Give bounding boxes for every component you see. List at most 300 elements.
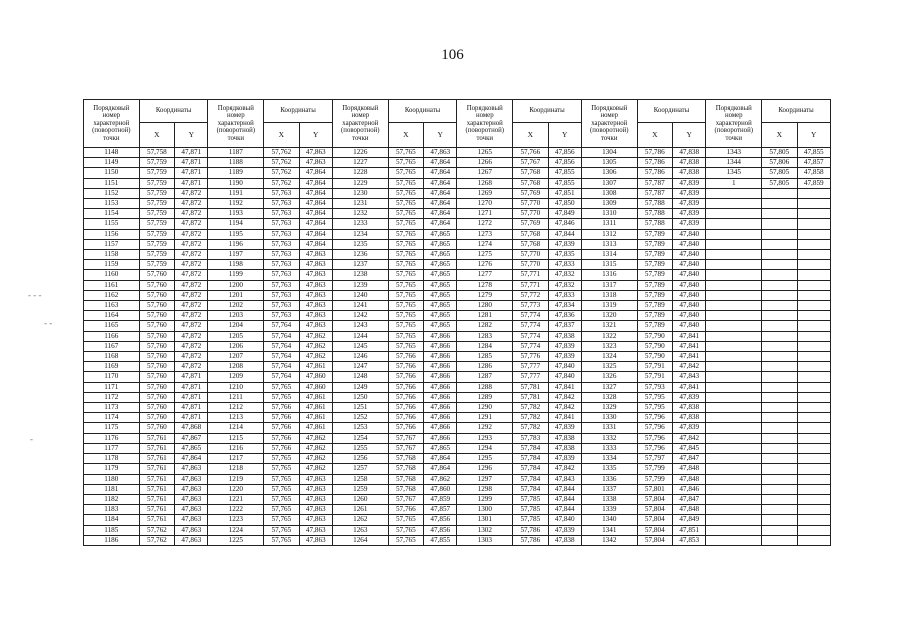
point-number-cell: 1164 bbox=[84, 311, 140, 321]
point-number-cell: 1330 bbox=[581, 413, 637, 423]
x-coordinate-cell: 57,769 bbox=[513, 188, 548, 198]
y-coordinate-cell bbox=[797, 454, 831, 464]
point-number-cell: 1297 bbox=[457, 474, 513, 484]
point-number-cell: 1174 bbox=[84, 413, 140, 423]
point-number-cell: 1335 bbox=[581, 464, 637, 474]
x-coordinate-cell: 57,760 bbox=[139, 372, 174, 382]
point-number-cell: 1303 bbox=[457, 535, 513, 545]
x-coordinate-cell: 57,790 bbox=[637, 352, 672, 362]
y-coordinate-cell: 47,872 bbox=[175, 341, 208, 351]
x-coordinate-cell: 57,761 bbox=[139, 484, 174, 494]
x-coordinate-cell: 57,786 bbox=[637, 148, 672, 158]
point-number-cell: 1225 bbox=[208, 535, 264, 545]
y-coordinate-cell: 47,862 bbox=[299, 341, 332, 351]
point-number-cell: 1206 bbox=[208, 341, 264, 351]
point-number-cell: 1159 bbox=[84, 260, 140, 270]
x-coordinate-cell: 57,801 bbox=[637, 484, 672, 494]
x-coordinate-cell: 57,791 bbox=[637, 362, 672, 372]
y-coordinate-cell: 47,839 bbox=[548, 352, 581, 362]
table-row bbox=[84, 494, 831, 504]
y-coordinate-cell: 47,872 bbox=[175, 321, 208, 331]
x-coordinate-cell: 57,765 bbox=[388, 239, 423, 249]
x-coordinate-cell: 57,765 bbox=[388, 199, 423, 209]
point-number-cell: 1186 bbox=[84, 535, 140, 545]
y-coordinate-cell: 47,866 bbox=[424, 341, 457, 351]
table-row bbox=[84, 525, 831, 535]
x-coordinate-cell: 57,765 bbox=[388, 341, 423, 351]
point-number-cell: 1161 bbox=[84, 280, 140, 290]
y-coordinate-cell: 47,855 bbox=[548, 178, 581, 188]
y-coordinate-cell bbox=[797, 250, 831, 260]
scan-artifact: - - bbox=[44, 318, 53, 328]
x-coordinate-cell: 57,763 bbox=[264, 199, 299, 209]
point-number-cell bbox=[706, 423, 762, 433]
point-number-cell: 1312 bbox=[581, 229, 637, 239]
point-number-cell: 1290 bbox=[457, 403, 513, 413]
x-coordinate-cell: 57,765 bbox=[264, 474, 299, 484]
y-coordinate-cell: 47,851 bbox=[548, 188, 581, 198]
point-number-cell: 1247 bbox=[332, 362, 388, 372]
point-number-cell: 1251 bbox=[332, 403, 388, 413]
point-number-cell: 1223 bbox=[208, 515, 264, 525]
y-coordinate-cell: 47,841 bbox=[673, 382, 706, 392]
point-number-cell: 1235 bbox=[332, 239, 388, 249]
y-coordinate-cell: 47,867 bbox=[175, 433, 208, 443]
y-coordinate-cell: 47,838 bbox=[548, 535, 581, 545]
column-header-x: X bbox=[762, 123, 797, 148]
point-number-cell bbox=[706, 209, 762, 219]
x-coordinate-cell bbox=[762, 280, 797, 290]
y-coordinate-cell: 47,838 bbox=[673, 148, 706, 158]
point-number-cell: 1181 bbox=[84, 484, 140, 494]
point-number-cell: 1267 bbox=[457, 168, 513, 178]
point-number-cell: 1343 bbox=[706, 148, 762, 158]
point-number-cell: 1191 bbox=[208, 188, 264, 198]
point-number-cell: 1305 bbox=[581, 158, 637, 168]
x-coordinate-cell: 57,787 bbox=[637, 178, 672, 188]
table-row bbox=[84, 464, 831, 474]
point-number-cell: 1171 bbox=[84, 382, 140, 392]
y-coordinate-cell: 47,840 bbox=[673, 280, 706, 290]
x-coordinate-cell: 57,789 bbox=[637, 260, 672, 270]
x-coordinate-cell: 57,789 bbox=[637, 290, 672, 300]
x-coordinate-cell: 57,761 bbox=[139, 474, 174, 484]
point-number-cell: 1286 bbox=[457, 362, 513, 372]
y-coordinate-cell: 47,872 bbox=[175, 250, 208, 260]
y-coordinate-cell: 47,838 bbox=[548, 331, 581, 341]
y-coordinate-cell: 47,872 bbox=[175, 260, 208, 270]
y-coordinate-cell: 47,863 bbox=[299, 280, 332, 290]
y-coordinate-cell: 47,860 bbox=[299, 382, 332, 392]
point-number-cell bbox=[706, 535, 762, 545]
point-number-cell: 1162 bbox=[84, 290, 140, 300]
y-coordinate-cell: 47,844 bbox=[548, 229, 581, 239]
y-coordinate-cell: 47,863 bbox=[299, 494, 332, 504]
y-coordinate-cell bbox=[797, 301, 831, 311]
y-coordinate-cell: 47,833 bbox=[548, 260, 581, 270]
table-row bbox=[84, 260, 831, 270]
y-coordinate-cell: 47,839 bbox=[673, 392, 706, 402]
x-coordinate-cell: 57,766 bbox=[388, 392, 423, 402]
point-number-cell bbox=[706, 372, 762, 382]
y-coordinate-cell: 47,864 bbox=[299, 178, 332, 188]
point-number-cell: 1167 bbox=[84, 341, 140, 351]
point-number-cell: 1237 bbox=[332, 260, 388, 270]
x-coordinate-cell: 57,768 bbox=[388, 474, 423, 484]
x-coordinate-cell: 57,760 bbox=[139, 403, 174, 413]
table-row bbox=[84, 158, 831, 168]
point-number-cell: 1233 bbox=[332, 219, 388, 229]
point-number-cell: 1289 bbox=[457, 392, 513, 402]
y-coordinate-cell: 47,841 bbox=[673, 352, 706, 362]
column-header-coordinates: Координаты bbox=[264, 100, 333, 123]
y-coordinate-cell: 47,840 bbox=[673, 250, 706, 260]
y-coordinate-cell: 47,842 bbox=[673, 362, 706, 372]
point-number-cell bbox=[706, 454, 762, 464]
point-number-cell bbox=[706, 474, 762, 484]
point-number-cell: 1150 bbox=[84, 168, 140, 178]
point-number-cell: 1268 bbox=[457, 178, 513, 188]
y-coordinate-cell: 47,866 bbox=[424, 413, 457, 423]
y-coordinate-cell: 47,858 bbox=[797, 168, 831, 178]
x-coordinate-cell bbox=[762, 413, 797, 423]
column-header-coordinates: Координаты bbox=[139, 100, 208, 123]
y-coordinate-cell: 47,849 bbox=[673, 515, 706, 525]
x-coordinate-cell: 57,759 bbox=[139, 188, 174, 198]
y-coordinate-cell: 47,843 bbox=[548, 474, 581, 484]
point-number-cell: 1228 bbox=[332, 168, 388, 178]
x-coordinate-cell: 57,796 bbox=[637, 443, 672, 453]
y-coordinate-cell: 47,863 bbox=[299, 158, 332, 168]
y-coordinate-cell: 47,851 bbox=[673, 525, 706, 535]
x-coordinate-cell: 57,797 bbox=[637, 454, 672, 464]
x-coordinate-cell: 57,759 bbox=[139, 229, 174, 239]
point-number-cell: 1151 bbox=[84, 178, 140, 188]
x-coordinate-cell: 57,799 bbox=[637, 464, 672, 474]
point-number-cell: 1291 bbox=[457, 413, 513, 423]
point-number-cell: 1260 bbox=[332, 494, 388, 504]
x-coordinate-cell: 57,787 bbox=[637, 188, 672, 198]
y-coordinate-cell: 47,863 bbox=[299, 290, 332, 300]
y-coordinate-cell: 47,836 bbox=[548, 311, 581, 321]
point-number-cell: 1278 bbox=[457, 280, 513, 290]
column-header-y: Y bbox=[797, 123, 831, 148]
x-coordinate-cell: 57,766 bbox=[388, 423, 423, 433]
point-number-cell: 1163 bbox=[84, 301, 140, 311]
table-row bbox=[84, 250, 831, 260]
y-coordinate-cell: 47,872 bbox=[175, 188, 208, 198]
x-coordinate-cell bbox=[762, 219, 797, 229]
y-coordinate-cell: 47,863 bbox=[299, 515, 332, 525]
x-coordinate-cell: 57,766 bbox=[264, 433, 299, 443]
y-coordinate-cell: 47,865 bbox=[424, 280, 457, 290]
point-number-cell: 1344 bbox=[706, 158, 762, 168]
point-number-cell: 1279 bbox=[457, 290, 513, 300]
y-coordinate-cell: 47,842 bbox=[673, 433, 706, 443]
y-coordinate-cell: 47,832 bbox=[548, 280, 581, 290]
x-coordinate-cell: 57,805 bbox=[762, 168, 797, 178]
x-coordinate-cell: 57,783 bbox=[513, 433, 548, 443]
point-number-cell: 1271 bbox=[457, 209, 513, 219]
point-number-cell: 1170 bbox=[84, 372, 140, 382]
point-number-cell: 1240 bbox=[332, 290, 388, 300]
x-coordinate-cell: 57,765 bbox=[264, 494, 299, 504]
x-coordinate-cell: 57,765 bbox=[388, 219, 423, 229]
point-number-cell: 1329 bbox=[581, 403, 637, 413]
x-coordinate-cell: 57,766 bbox=[388, 382, 423, 392]
point-number-cell: 1316 bbox=[581, 270, 637, 280]
x-coordinate-cell: 57,765 bbox=[388, 188, 423, 198]
point-number-cell: 1258 bbox=[332, 474, 388, 484]
y-coordinate-cell: 47,859 bbox=[797, 178, 831, 188]
point-number-cell: 1259 bbox=[332, 484, 388, 494]
x-coordinate-cell: 57,765 bbox=[388, 229, 423, 239]
table-row bbox=[84, 199, 831, 209]
y-coordinate-cell bbox=[797, 443, 831, 453]
y-coordinate-cell: 47,861 bbox=[299, 362, 332, 372]
x-coordinate-cell: 57,764 bbox=[264, 372, 299, 382]
y-coordinate-cell: 47,842 bbox=[548, 403, 581, 413]
point-number-cell: 1209 bbox=[208, 372, 264, 382]
x-coordinate-cell: 57,758 bbox=[139, 148, 174, 158]
x-coordinate-cell: 57,782 bbox=[513, 403, 548, 413]
y-coordinate-cell: 47,872 bbox=[175, 199, 208, 209]
point-number-cell: 1280 bbox=[457, 301, 513, 311]
y-coordinate-cell: 47,841 bbox=[548, 382, 581, 392]
page-number: 106 bbox=[441, 47, 464, 63]
point-number-cell: 1345 bbox=[706, 168, 762, 178]
x-coordinate-cell bbox=[762, 382, 797, 392]
x-coordinate-cell: 57,766 bbox=[513, 148, 548, 158]
point-number-cell: 1302 bbox=[457, 525, 513, 535]
point-number-cell: 1179 bbox=[84, 464, 140, 474]
y-coordinate-cell: 47,871 bbox=[175, 403, 208, 413]
y-coordinate-cell: 47,855 bbox=[797, 148, 831, 158]
x-coordinate-cell: 57,785 bbox=[513, 505, 548, 515]
x-coordinate-cell: 57,768 bbox=[513, 168, 548, 178]
x-coordinate-cell bbox=[762, 209, 797, 219]
point-number-cell: 1172 bbox=[84, 392, 140, 402]
x-coordinate-cell: 57,777 bbox=[513, 362, 548, 372]
y-coordinate-cell: 47,871 bbox=[175, 413, 208, 423]
x-coordinate-cell: 57,760 bbox=[139, 311, 174, 321]
y-coordinate-cell: 47,863 bbox=[299, 148, 332, 158]
y-coordinate-cell: 47,861 bbox=[299, 423, 332, 433]
table-row bbox=[84, 188, 831, 198]
x-coordinate-cell: 57,781 bbox=[513, 382, 548, 392]
y-coordinate-cell: 47,840 bbox=[673, 229, 706, 239]
x-coordinate-cell bbox=[762, 423, 797, 433]
column-header-y: Y bbox=[424, 123, 457, 148]
x-coordinate-cell: 57,765 bbox=[264, 464, 299, 474]
x-coordinate-cell: 57,790 bbox=[637, 341, 672, 351]
x-coordinate-cell: 57,786 bbox=[513, 535, 548, 545]
y-coordinate-cell: 47,866 bbox=[424, 372, 457, 382]
point-number-cell bbox=[706, 321, 762, 331]
column-header-y: Y bbox=[548, 123, 581, 148]
y-coordinate-cell: 47,864 bbox=[299, 199, 332, 209]
x-coordinate-cell: 57,761 bbox=[139, 505, 174, 515]
y-coordinate-cell: 47,863 bbox=[299, 474, 332, 484]
point-number-cell: 1218 bbox=[208, 464, 264, 474]
point-number-cell: 1182 bbox=[84, 494, 140, 504]
point-number-cell bbox=[706, 443, 762, 453]
y-coordinate-cell: 47,863 bbox=[175, 484, 208, 494]
x-coordinate-cell: 57,759 bbox=[139, 209, 174, 219]
x-coordinate-cell: 57,789 bbox=[637, 280, 672, 290]
y-coordinate-cell: 47,833 bbox=[548, 290, 581, 300]
y-coordinate-cell: 47,864 bbox=[424, 454, 457, 464]
y-coordinate-cell: 47,861 bbox=[299, 392, 332, 402]
y-coordinate-cell bbox=[797, 321, 831, 331]
y-coordinate-cell: 47,839 bbox=[548, 239, 581, 249]
coordinates-table bbox=[83, 99, 831, 546]
point-number-cell: 1270 bbox=[457, 199, 513, 209]
point-number-cell bbox=[706, 403, 762, 413]
point-number-cell: 1230 bbox=[332, 188, 388, 198]
y-coordinate-cell: 47,868 bbox=[175, 423, 208, 433]
y-coordinate-cell bbox=[797, 494, 831, 504]
x-coordinate-cell: 57,791 bbox=[637, 372, 672, 382]
x-coordinate-cell: 57,789 bbox=[637, 321, 672, 331]
y-coordinate-cell bbox=[797, 403, 831, 413]
x-coordinate-cell: 57,768 bbox=[513, 239, 548, 249]
point-number-cell: 1342 bbox=[581, 535, 637, 545]
point-number-cell: 1210 bbox=[208, 382, 264, 392]
x-coordinate-cell: 57,788 bbox=[637, 209, 672, 219]
y-coordinate-cell: 47,872 bbox=[175, 270, 208, 280]
x-coordinate-cell: 57,765 bbox=[388, 209, 423, 219]
y-coordinate-cell: 47,843 bbox=[673, 372, 706, 382]
point-number-cell: 1309 bbox=[581, 199, 637, 209]
x-coordinate-cell: 57,774 bbox=[513, 321, 548, 331]
x-coordinate-cell: 57,766 bbox=[388, 372, 423, 382]
x-coordinate-cell: 57,760 bbox=[139, 362, 174, 372]
point-number-cell: 1178 bbox=[84, 454, 140, 464]
table-row bbox=[84, 229, 831, 239]
point-number-cell: 1321 bbox=[581, 321, 637, 331]
point-number-cell: 1226 bbox=[332, 148, 388, 158]
table-row bbox=[84, 301, 831, 311]
point-number-cell bbox=[706, 382, 762, 392]
point-number-cell bbox=[706, 250, 762, 260]
y-coordinate-cell: 47,855 bbox=[548, 168, 581, 178]
point-number-cell: 1222 bbox=[208, 505, 264, 515]
point-number-cell: 1219 bbox=[208, 474, 264, 484]
point-number-cell: 1 bbox=[706, 178, 762, 188]
x-coordinate-cell: 57,760 bbox=[139, 423, 174, 433]
y-coordinate-cell: 47,839 bbox=[673, 209, 706, 219]
point-number-cell bbox=[706, 199, 762, 209]
point-number-cell bbox=[706, 525, 762, 535]
y-coordinate-cell: 47,866 bbox=[424, 433, 457, 443]
y-coordinate-cell: 47,872 bbox=[175, 209, 208, 219]
x-coordinate-cell: 57,788 bbox=[637, 219, 672, 229]
y-coordinate-cell: 47,866 bbox=[424, 352, 457, 362]
point-number-cell: 1192 bbox=[208, 199, 264, 209]
x-coordinate-cell bbox=[762, 290, 797, 300]
point-number-cell: 1311 bbox=[581, 219, 637, 229]
y-coordinate-cell bbox=[797, 382, 831, 392]
x-coordinate-cell: 57,765 bbox=[388, 311, 423, 321]
y-coordinate-cell: 47,840 bbox=[548, 372, 581, 382]
point-number-cell: 1273 bbox=[457, 229, 513, 239]
point-number-cell: 1155 bbox=[84, 219, 140, 229]
x-coordinate-cell: 57,768 bbox=[513, 229, 548, 239]
point-number-cell bbox=[706, 433, 762, 443]
x-coordinate-cell: 57,762 bbox=[264, 148, 299, 158]
point-number-cell: 1283 bbox=[457, 331, 513, 341]
y-coordinate-cell: 47,856 bbox=[548, 158, 581, 168]
x-coordinate-cell: 57,768 bbox=[388, 484, 423, 494]
x-coordinate-cell: 57,763 bbox=[264, 301, 299, 311]
point-number-cell: 1169 bbox=[84, 362, 140, 372]
x-coordinate-cell: 57,804 bbox=[637, 515, 672, 525]
point-number-cell: 1327 bbox=[581, 382, 637, 392]
point-number-cell: 1292 bbox=[457, 423, 513, 433]
column-header-x: X bbox=[139, 123, 174, 148]
x-coordinate-cell: 57,766 bbox=[388, 362, 423, 372]
x-coordinate-cell: 57,760 bbox=[139, 290, 174, 300]
point-number-cell: 1272 bbox=[457, 219, 513, 229]
y-coordinate-cell: 47,840 bbox=[673, 290, 706, 300]
y-coordinate-cell: 47,856 bbox=[548, 148, 581, 158]
table-row bbox=[84, 311, 831, 321]
x-coordinate-cell: 57,770 bbox=[513, 260, 548, 270]
column-header-coordinates: Координаты bbox=[762, 100, 831, 123]
x-coordinate-cell: 57,759 bbox=[139, 219, 174, 229]
x-coordinate-cell: 57,763 bbox=[264, 209, 299, 219]
y-coordinate-cell: 47,864 bbox=[424, 464, 457, 474]
y-coordinate-cell: 47,849 bbox=[548, 209, 581, 219]
y-coordinate-cell: 47,840 bbox=[673, 239, 706, 249]
x-coordinate-cell: 57,765 bbox=[388, 158, 423, 168]
y-coordinate-cell: 47,862 bbox=[299, 443, 332, 453]
point-number-cell: 1317 bbox=[581, 280, 637, 290]
point-number-cell: 1241 bbox=[332, 301, 388, 311]
point-number-cell: 1285 bbox=[457, 352, 513, 362]
table-row bbox=[84, 178, 831, 188]
y-coordinate-cell bbox=[797, 423, 831, 433]
x-coordinate-cell: 57,765 bbox=[388, 515, 423, 525]
point-number-cell bbox=[706, 392, 762, 402]
x-coordinate-cell bbox=[762, 270, 797, 280]
x-coordinate-cell: 57,770 bbox=[513, 199, 548, 209]
y-coordinate-cell: 47,841 bbox=[548, 413, 581, 423]
y-coordinate-cell: 47,845 bbox=[673, 443, 706, 453]
y-coordinate-cell: 47,838 bbox=[673, 158, 706, 168]
y-coordinate-cell bbox=[797, 290, 831, 300]
point-number-cell: 1196 bbox=[208, 239, 264, 249]
point-number-cell: 1188 bbox=[208, 158, 264, 168]
point-number-cell: 1308 bbox=[581, 188, 637, 198]
x-coordinate-cell bbox=[762, 321, 797, 331]
y-coordinate-cell: 47,864 bbox=[424, 219, 457, 229]
x-coordinate-cell: 57,766 bbox=[264, 413, 299, 423]
x-coordinate-cell: 57,765 bbox=[388, 535, 423, 545]
point-number-cell: 1334 bbox=[581, 454, 637, 464]
x-coordinate-cell: 57,796 bbox=[637, 413, 672, 423]
x-coordinate-cell: 57,766 bbox=[264, 403, 299, 413]
x-coordinate-cell: 57,804 bbox=[637, 505, 672, 515]
x-coordinate-cell bbox=[762, 443, 797, 453]
point-number-cell: 1227 bbox=[332, 158, 388, 168]
point-number-cell: 1213 bbox=[208, 413, 264, 423]
x-coordinate-cell: 57,766 bbox=[388, 505, 423, 515]
point-number-cell: 1231 bbox=[332, 199, 388, 209]
point-number-cell: 1198 bbox=[208, 260, 264, 270]
x-coordinate-cell: 57,771 bbox=[513, 270, 548, 280]
